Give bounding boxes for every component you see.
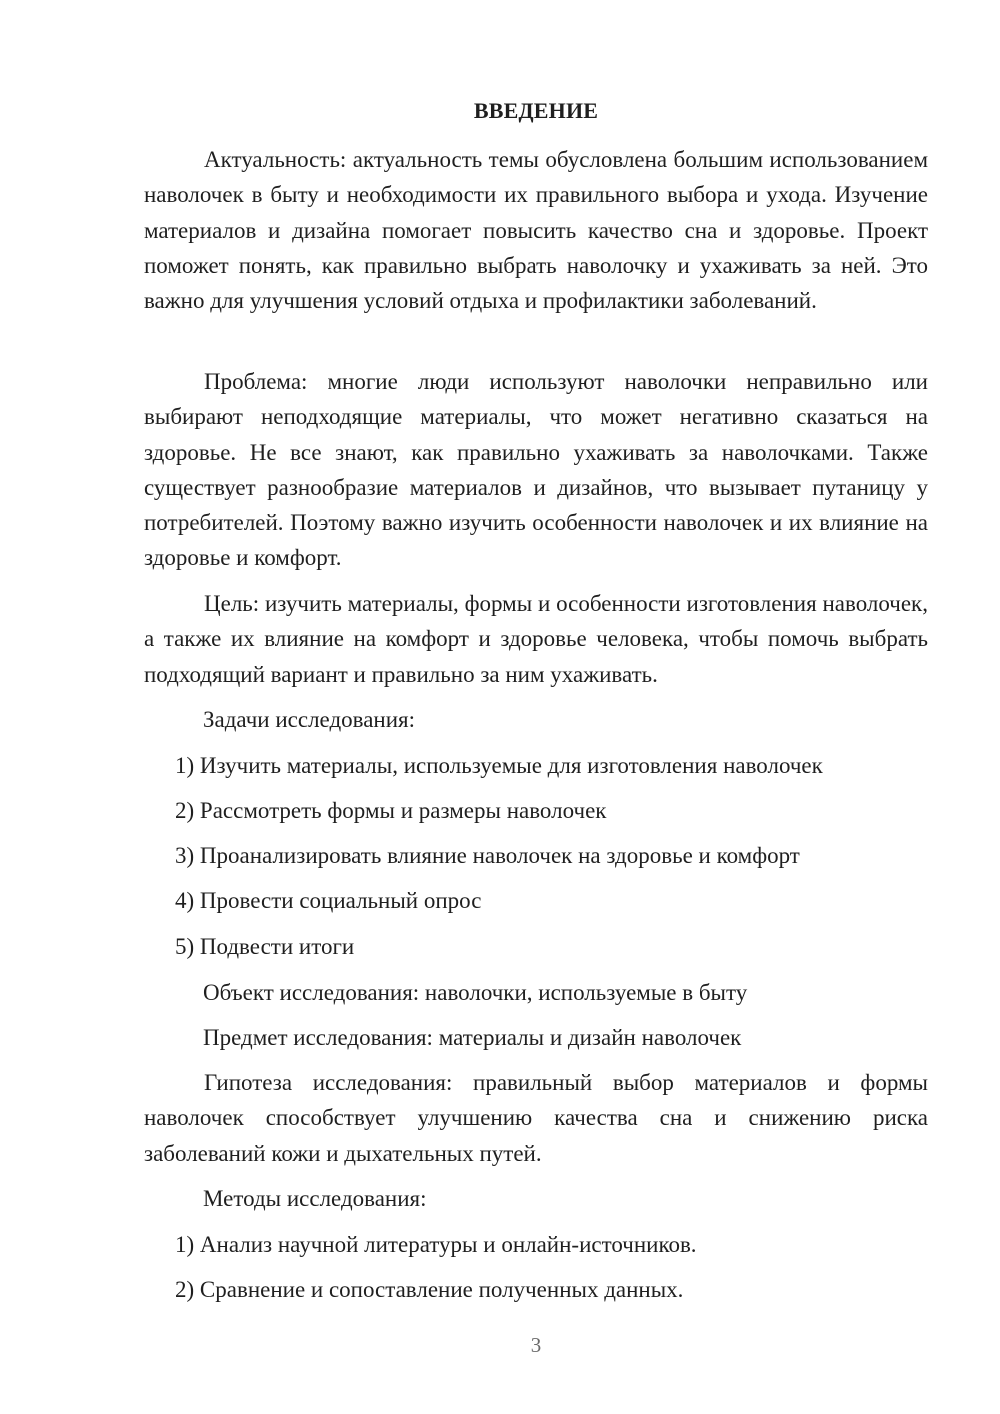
goal-paragraph: Цель: изучить материалы, формы и особенности изготовления наволочек, а также их влияние на комфорт и здоровье человека, чтобы помочь выбрать подходящий вариант и правильно за ним ухаживать. (144, 591, 928, 687)
problem-paragraph: Проблема: многие люди используют наволочки неправильно или выбирают неподходящие материалы, что может негативно сказаться на здоровье. Не все знают, как правильно ухаживать за наволочками. Также существует разнообразие материалов и дизайнов, что вызывает путаницу у потребителей. Поэтому важно изучить особенности наволочек и их влияние на здоровье и комфорт. (144, 369, 928, 571)
task-item: 5) Подвести итоги (175, 934, 355, 959)
page-number: 3 (530, 1333, 542, 1357)
relevance-paragraph: Актуальность: актуальность темы обусловлена большим использованием наволочек в быту и необходимости их правильного выбора и ухода. Изучение материалов и дизайна помогает повысить качество сна и здоровье. Проект поможет понять, как правильно выбрать наволочку и ухаживать за ней. Это важно для улучшения условий отдыха и профилактики заболеваний. (144, 147, 928, 314)
method-item: 2) Сравнение и сопоставление полученных данных. (175, 1277, 684, 1302)
section-heading: ВВЕДЕНИЕ (473, 98, 599, 123)
tasks-title: Задачи исследования: (203, 707, 416, 732)
task-item: 1) Изучить материалы, используемые для изготовления наволочек (175, 753, 823, 778)
task-item: 2) Рассмотреть формы и размеры наволочек (175, 798, 607, 823)
task-item: 4) Провести социальный опрос (175, 888, 482, 913)
methods-title: Методы исследования: (203, 1186, 427, 1211)
task-item: 3) Проанализировать влияние наволочек на здоровье и комфорт (175, 843, 800, 868)
research-object: Объект исследования: наволочки, используемые в быту (203, 980, 748, 1005)
method-item: 1) Анализ научной литературы и онлайн-источников. (175, 1232, 697, 1257)
hypothesis-paragraph: Гипотеза исследования: правильный выбор материалов и формы наволочек способствует улучшению качества сна и снижению риска заболеваний кожи и дыхательных путей. (144, 1070, 928, 1166)
research-subject: Предмет исследования: материалы и дизайн наволочек (203, 1025, 742, 1050)
